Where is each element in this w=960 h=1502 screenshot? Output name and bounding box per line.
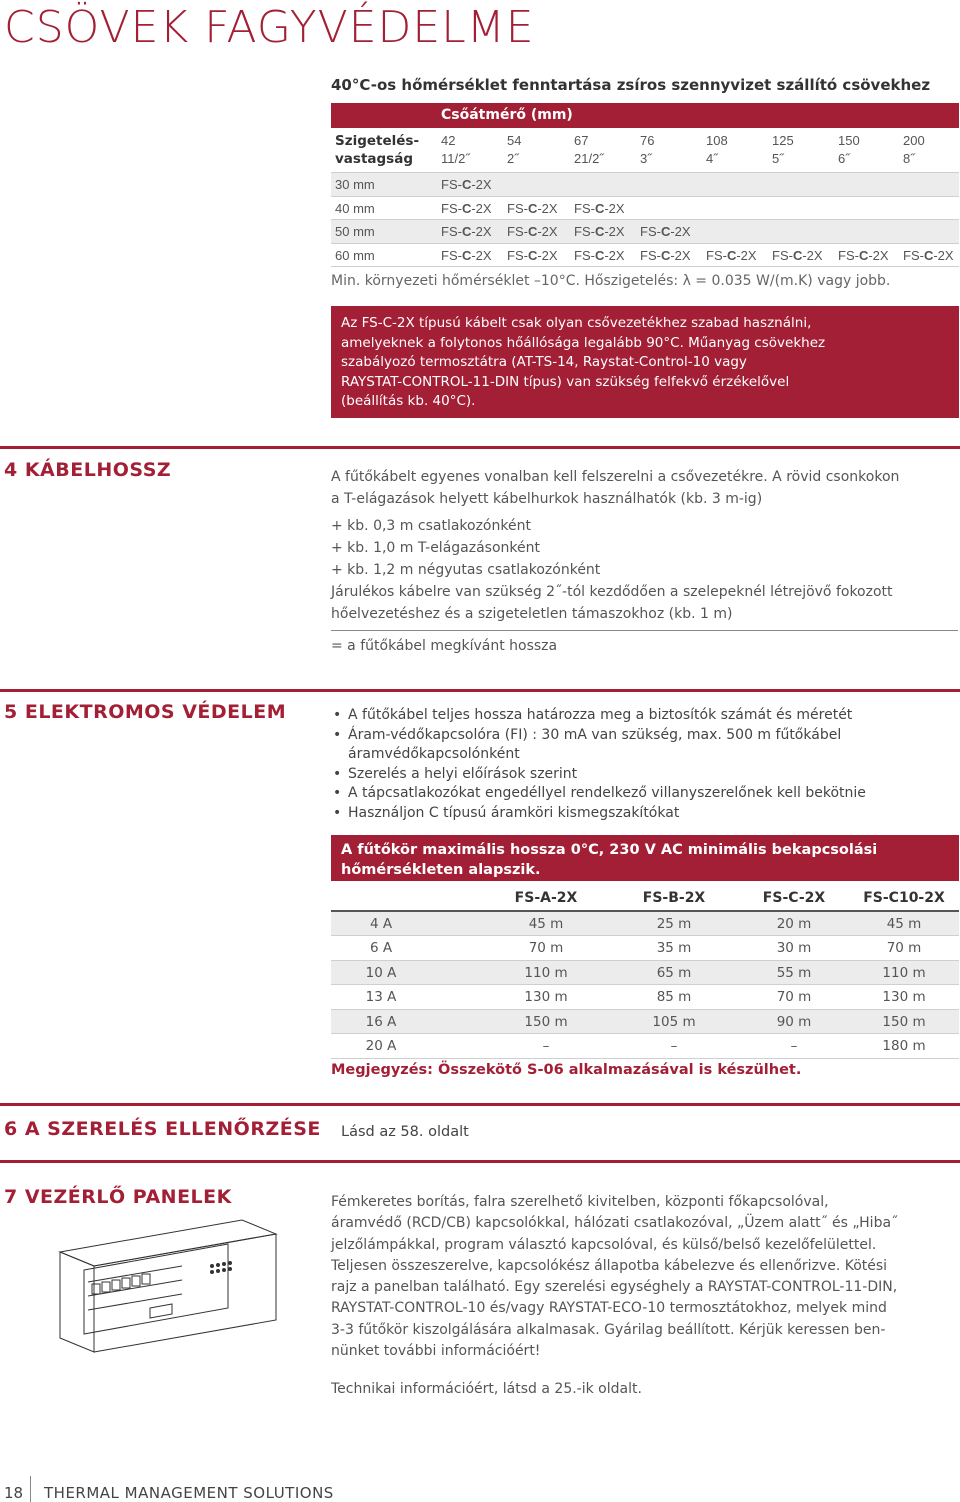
body-line: Fémkeretes borítás, falra szerelhető kivitelben, központi főkapcsolóval, [331,1194,829,1210]
cable-suffix: -2X [802,247,823,263]
cable-type-cell [441,224,492,239]
max-length-cell: 70 m [886,940,922,956]
cable-suffix: -2X [933,247,954,263]
section6-reference: Lásd az 58. oldalt [341,1124,469,1140]
diameter-mm: 42 [441,133,456,148]
body-line: A fűtőkábelt egyenes vonalban kell felszerelni a csővezetékre. A rövid csonkokon [331,469,900,485]
cable-code: C [726,247,737,263]
cable-type-cell [574,201,625,216]
cable-code: C [858,247,869,263]
warning-line: RAYSTAT-CONTROL-11-DIN típus) van szükség felfekvő érzékelővel [341,373,790,390]
cable-suffix: -2X [670,247,691,263]
max-length-cell: 180 m [882,1038,926,1054]
body-line: nünket további információért! [331,1343,541,1360]
section-divider [0,446,960,449]
body-line: Járulékos kábelre van szükség 2˝-tól kezdődően a szelepeknél létrejövő fokozott [331,584,893,600]
diameter-column [640,132,654,168]
breaker-rating: 13 A [365,989,397,1005]
cable-type-cell [507,224,558,239]
section5-heading: 5 ELEKTROMOS VÉDELEM [4,701,287,723]
max-length-cell: 45 m [528,915,564,932]
page-number: 18 [4,1484,24,1502]
cable-code: C [461,200,472,216]
column-header: FS-A-2X [514,890,578,906]
breaker-rating: 6 A [369,940,393,956]
cable-type-cell [838,248,889,263]
diameter-mm: 67 [574,133,589,148]
row-label-line-1: Szigetelés- [335,133,420,149]
max-length-cell: 105 m [652,1013,696,1030]
section-divider [0,1160,960,1163]
diameter-inch: 11/2˝ [441,151,470,166]
thickness-row [331,173,959,197]
body-line: áramvédő (RCD/CB) kapcsolókkal, hálózati csatlakozóval, „Üzem alatt˝ és „Hiba˝ [331,1215,899,1232]
cable-type-cell [441,248,492,263]
cable-suffix: -2X [604,247,625,263]
body-line: RAYSTAT-CONTROL-10 és/vagy RAYSTAT-ECO-10 termosztátokhoz, melyek mind [331,1300,887,1317]
max-length-cell: 35 m [656,940,692,956]
diameter-inch: 8˝ [903,151,915,166]
max-length-cell: 30 m [776,940,812,956]
diameter-column [706,132,728,168]
body-line: + kb. 1,0 m T-elágazásonként [331,540,540,556]
cable-code: C [660,247,671,263]
warning-line: (beállítás kb. 40°C). [341,393,476,409]
body-line: 3-3 fűtőkör kiszolgálására alkalmasak. Gyárilag beállított. Kérjük keressen ben- [331,1321,886,1338]
section7-heading: 7 VEZÉRLŐ PANELEK [4,1186,232,1208]
diameter-mm: 125 [772,133,794,148]
circuit-remark: Megjegyzés: Összekötő S-06 alkalmazásával is készülhet. [331,1062,802,1078]
footer-divider [30,1476,31,1502]
diameter-column [441,132,470,168]
cable-type-cell [441,201,492,216]
body-line: hőelvezetéshez és a szigeteletlen támaszokhoz (kb. 1 m) [331,606,733,622]
bullet-item: • Szerelés a helyi előírások szerint [331,765,891,785]
section4-heading: 4 KÁBELHOSSZ [4,459,172,481]
diameter-inch: 2˝ [507,151,519,166]
cable-prefix: FS- [574,224,595,239]
body-line: Teljesen összeszerelve, kapcsolókész állapotba kábelezve és ellenőrizve. Kötési [331,1257,888,1274]
cable-suffix: -2X [736,247,757,263]
warning-box [331,306,959,418]
cable-type-cell [441,177,492,192]
diameter-mm: 200 [903,133,925,148]
cable-code: C [461,177,472,192]
warning-line: amelyeknek a folytonos hőállósága legalább 90°C. Műanyag csövekhez [341,334,826,351]
max-length-cell: 70 m [528,940,564,956]
diameter-inch: 5˝ [772,151,784,166]
thickness-row [331,197,959,221]
max-length-cell: 150 m [882,1013,926,1030]
circuit-table-row [331,1034,959,1059]
cable-suffix: -2X [471,177,492,192]
body-line: + kb. 0,3 m csatlakozónként [331,518,531,534]
section4-body [331,466,960,625]
diameter-mm: 150 [838,133,860,148]
cable-prefix: FS- [640,247,661,263]
thickness-label: 30 mm [335,177,375,192]
cable-suffix: -2X [604,224,625,239]
max-length-cell: 45 m [886,915,922,932]
cable-code: C [923,247,934,263]
cable-prefix: FS- [507,224,528,239]
diameter-inch: 6˝ [838,151,850,166]
cable-type-cell [706,248,757,263]
max-length-cell: – [542,1038,550,1054]
diameter-mm: 76 [640,133,655,148]
cable-code: C [594,224,605,239]
column-header: FS-C10-2X [863,890,945,906]
cable-type-cell [903,248,954,263]
thickness-label: 50 mm [335,224,375,239]
column-header: FS-C-2X [762,890,826,906]
cable-type-cell [772,248,823,263]
diameter-inch: 3˝ [640,151,652,166]
max-length-cell: – [790,1038,798,1054]
circuit-table-row [331,985,959,1010]
max-length-cell: 90 m [776,1013,812,1030]
max-length-cell: 110 m [882,964,926,981]
bullet-item: • Használjon C típusú áramköri kismegszakítókat [331,804,891,824]
bullet-item: • Áram-védőkapcsolóra (FI) : 30 mA van szükség, max. 500 m fűtőkábel áramvédőkapcsolónként [331,726,891,765]
diameter-column [903,132,925,168]
max-length-cell: 70 m [776,989,812,1005]
section-subtitle: 40°C-os hőmérséklet fenntartása zsíros szennyvizet szállító csövekhez [331,76,931,94]
diameter-column [574,132,604,168]
max-length-cell: 55 m [776,964,812,981]
cable-prefix: FS- [507,200,528,216]
cable-type-cell [640,224,691,239]
cable-code: C [527,247,538,263]
max-length-cell: 110 m [524,964,568,981]
thickness-label: 60 mm [335,247,375,263]
circuit-table-row [331,912,959,937]
box-title-line: hőmérsékleten alapszik. [341,862,541,878]
box-title-line: A fűtőkör maximális hossza 0°C, 230 V AC minimális bekapcsolási [341,842,878,858]
cable-type-cell [574,248,625,263]
max-length-cell: 150 m [524,1013,568,1030]
breaker-rating: 4 A [369,915,393,932]
tech-info-link: Technikai információért, látsd a 25.-ik oldalt. [331,1381,642,1397]
cable-code: C [527,200,538,216]
cable-prefix: FS- [772,247,793,263]
section-divider [0,689,960,692]
cable-prefix: FS- [903,247,924,263]
diameter-header-label: Csőátmérő (mm) [441,107,573,123]
section6-heading: 6 A SZERELÉS ELLENŐRZÉSE [4,1118,321,1140]
circuit-length-table [331,886,959,1059]
cable-suffix: -2X [471,247,492,263]
body-line: a T-elágazások helyett kábelhurkok használhatók (kb. 3 m-ig) [331,491,763,507]
cable-code: C [660,224,671,239]
cable-code: C [594,200,605,216]
diameter-mm: 54 [507,133,522,148]
thickness-row [331,244,959,268]
cable-prefix: FS- [441,247,462,263]
max-length-cell: 130 m [524,989,568,1005]
circuit-table-row [331,961,959,986]
warning-line: Az FS-C-2X típusú kábelt csak olyan csővezetékhez szabad használni, [341,315,812,331]
section7-body [331,1192,960,1362]
thickness-row [331,220,959,244]
cable-suffix: -2X [471,224,492,239]
cable-suffix: -2X [537,247,558,263]
section4-result: = a fűtőkábel megkívánt hossza [331,638,558,654]
cable-prefix: FS- [441,200,462,216]
diameter-table-header [331,103,959,128]
diameter-inch: 4˝ [706,151,718,166]
max-length-cell: 85 m [656,989,692,1005]
breaker-rating: 20 A [365,1038,397,1054]
circuit-table-row [331,936,959,961]
row-label-line-2: vastagság [335,151,413,167]
diameter-column [838,132,860,168]
cable-suffix: -2X [604,200,625,216]
bullet-item: • A fűtőkábel teljes hossza határozza meg a biztosítók számát és méretét [331,706,891,726]
cable-type-cell [507,248,558,263]
breaker-rating: 16 A [365,1013,397,1030]
circuit-table-row [331,1010,959,1035]
max-length-cell: – [670,1038,678,1054]
page-title: CSÖVEK FAGYVÉDELME [4,2,535,53]
cable-code: C [527,224,538,239]
warning-line: szabályozó termosztátra (AT-TS-14, Raystat-Control-10 vagy [341,354,747,370]
max-length-cell: 130 m [882,989,926,1005]
breaker-rating: 10 A [365,964,397,981]
body-line: rajz a panelban található. Egy szerelési egységhely a RAYSTAT-CONTROL-11-DIN, [331,1279,898,1296]
max-length-cell: 25 m [656,915,692,932]
diameter-mm: 108 [706,133,728,148]
cable-code: C [594,247,605,263]
section5-bullets [331,706,891,823]
diameter-table [331,103,959,267]
cable-prefix: FS- [706,247,727,263]
cable-type-cell [574,224,625,239]
cable-prefix: FS- [574,247,595,263]
cable-prefix: FS- [640,224,661,239]
circuit-length-box [331,835,959,881]
control-panel-illustration [52,1212,284,1356]
body-line: jelzőlámpákkal, program választó kapcsolóval, és külső/belső kezelőfelülettel. [331,1236,877,1253]
diameter-column [772,132,794,168]
diameter-column [507,132,521,168]
cable-suffix: -2X [537,224,558,239]
sum-rule [331,630,958,631]
cable-code: C [461,247,472,263]
cable-code: C [792,247,803,263]
diameter-header-row [331,128,959,173]
insulation-note: Min. környezeti hőmérséklet –10°C. Hőszigetelés: λ = 0.035 W/(m.K) vagy jobb. [331,273,891,289]
thickness-label: 40 mm [335,200,375,216]
max-length-cell: 65 m [656,964,692,981]
cable-prefix: FS- [507,247,528,263]
cable-code: C [461,224,472,239]
bullet-item: • A tápcsatlakozókat engedéllyel rendelkező villanyszerelőnek kell bekötnie [331,784,891,804]
body-line: + kb. 1,2 m négyutas csatlakozónként [331,562,601,578]
circuit-table-header [331,886,959,912]
cable-suffix: -2X [868,247,889,263]
diameter-inch: 21/2˝ [574,151,604,166]
section-divider [0,1103,960,1106]
max-length-cell: 20 m [776,915,812,932]
footer-brand: THERMAL MANAGEMENT SOLUTIONS [44,1484,334,1502]
cable-type-cell [640,248,691,263]
cable-suffix: -2X [670,224,691,239]
cable-prefix: FS- [838,247,859,263]
cable-type-cell [507,201,558,216]
column-header: FS-B-2X [642,890,706,906]
cable-prefix: FS- [441,177,462,192]
cable-suffix: -2X [537,200,558,216]
cable-prefix: FS- [574,200,595,216]
cable-prefix: FS- [441,224,462,239]
cable-suffix: -2X [471,200,492,216]
